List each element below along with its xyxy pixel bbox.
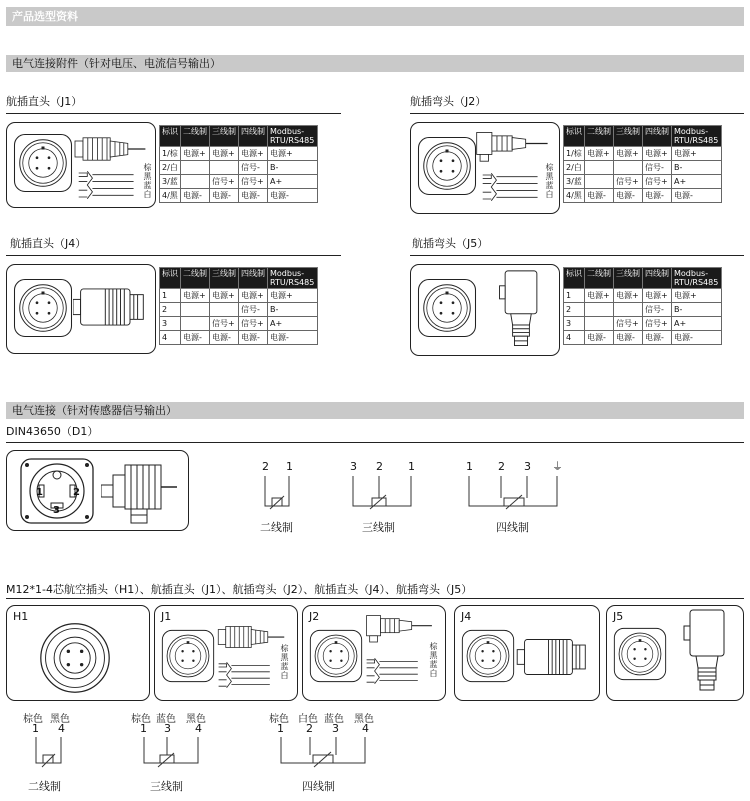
table-cell (210, 161, 239, 175)
table-cell: 电源- (181, 189, 210, 203)
col-header: 三线制 (210, 268, 239, 289)
table-row (160, 147, 318, 161)
j1-pin-table (159, 125, 318, 203)
section-accessories-header (6, 55, 744, 72)
table-cell: B- (672, 303, 722, 317)
table-cell: 3 (564, 317, 585, 331)
table-cell: 2/白 (160, 161, 181, 175)
m12-2wire-pin: 1 (32, 722, 39, 735)
j2-pin-table (563, 125, 722, 203)
m12-2wire-label: 二线制 (28, 780, 61, 793)
m12-3wire-pin: 3 (164, 722, 171, 735)
m12-2wire-schematic (33, 737, 69, 773)
col-header: 三线制 (614, 268, 643, 289)
table-cell: 信号+ (210, 317, 239, 331)
table-row (564, 189, 722, 203)
table-cell: 电源+ (614, 289, 643, 303)
table-row (160, 303, 318, 317)
table-cell: B- (268, 303, 318, 317)
m12-panel-j1 (154, 605, 298, 701)
table-cell: 电源+ (268, 289, 318, 303)
m12-rule (6, 598, 744, 599)
m12-3wire-schematic (141, 737, 205, 773)
j2-plug-illustration (475, 129, 551, 163)
j5-body-illustration (495, 269, 547, 353)
table-cell: 电源- (643, 189, 672, 203)
m12-j1-face (161, 628, 215, 684)
table-cell: 信号- (239, 303, 268, 317)
j4-drawing-panel (6, 264, 156, 354)
table-cell: 电源+ (643, 147, 672, 161)
m12-j4-face (461, 628, 515, 684)
panel-label: J5 (613, 610, 624, 623)
col-header: 三线制 (210, 126, 239, 147)
table-cell: 4 (564, 331, 585, 345)
m12-heading: M12*1-4芯航空插头（H1）、航插直头（J1）、航插弯头（J2）、航插直头（J4）、航插弯头（J5） (6, 583, 473, 596)
table-cell: 电源+ (643, 289, 672, 303)
m12-panel-h1 (6, 605, 150, 701)
table-cell (585, 303, 614, 317)
table-cell: 电源+ (210, 289, 239, 303)
table-header-row (160, 126, 318, 147)
d1-2wire-label: 二线制 (260, 521, 293, 534)
table-cell: 2/白 (564, 161, 585, 175)
m12-4wire-pin: 1 (277, 722, 284, 735)
table-cell: 2 (564, 303, 585, 317)
table-cell: 1 (564, 289, 585, 303)
table-cell: 电源- (585, 331, 614, 345)
table-cell (181, 175, 210, 189)
table-cell: 电源- (614, 331, 643, 345)
m12-j4-body (515, 634, 593, 680)
section-sensor-title: 电气连接（针对传感器信号输出） (12, 404, 177, 417)
m12-j1-leads (217, 658, 273, 692)
table-cell: 信号+ (239, 175, 268, 189)
col-header: 四线制 (643, 126, 672, 147)
din-plug-illustration (101, 461, 181, 527)
page-title: 产品选型资料 (12, 10, 78, 23)
table-row (160, 331, 318, 345)
table-cell: 电源- (268, 189, 318, 203)
table-cell: 电源- (210, 189, 239, 203)
table-cell: 信号+ (210, 175, 239, 189)
d1-3wire-label: 三线制 (362, 521, 395, 534)
table-cell: 信号- (643, 303, 672, 317)
table-cell: B- (672, 161, 722, 175)
table-cell (181, 161, 210, 175)
m12-2wire-pin: 4 (58, 722, 65, 735)
j4-body-illustration (73, 283, 149, 331)
table-cell: 电源+ (585, 147, 614, 161)
table-cell (210, 303, 239, 317)
din-pin-label: 3 (53, 505, 60, 516)
j5-drawing-panel (410, 264, 560, 356)
m12-j5-body (681, 608, 733, 698)
m12-4wire-pin: 4 (362, 722, 369, 735)
m12-j2-plug (365, 612, 435, 644)
d1-4wire-pin: 2 (498, 460, 505, 473)
d1-2wire-pin: 2 (262, 460, 269, 473)
col-header: Modbus-RTU/RS485 (672, 268, 722, 289)
m12-4wire-schematic (278, 737, 372, 773)
m12-3wire-pin: 1 (140, 722, 147, 735)
table-row (160, 175, 318, 189)
m12-2wire-color: 棕色 (23, 714, 43, 725)
d1-4wire-pin: 1 (466, 460, 473, 473)
table-cell: 电源+ (268, 147, 318, 161)
ground-icon: ⏚ (552, 460, 563, 473)
page-header-banner (6, 7, 744, 26)
m12-3wire-pin: 4 (195, 722, 202, 735)
j2-drawing-panel (410, 122, 560, 214)
table-cell: 3/蓝 (160, 175, 181, 189)
j1-connector-face (13, 132, 73, 194)
table-cell: 电源+ (672, 147, 722, 161)
din-rule (6, 442, 744, 443)
j2-wire-leads (481, 169, 541, 205)
m12-4wire-color: 黑色 (354, 714, 374, 725)
section-sensor-header (6, 402, 744, 419)
table-cell (614, 161, 643, 175)
d1-4wire-schematic (466, 476, 566, 516)
table-cell: 电源- (643, 331, 672, 345)
m12-3wire-label: 三线制 (150, 780, 183, 793)
table-cell: 信号+ (643, 175, 672, 189)
panel-label: H1 (13, 610, 29, 623)
col-header: 二线制 (181, 268, 210, 289)
table-cell: 电源+ (614, 147, 643, 161)
table-cell: 信号+ (614, 175, 643, 189)
m12-4wire-pin: 3 (332, 722, 339, 735)
col-header: 标识 (564, 126, 585, 147)
m12-4wire-color: 白色 (298, 714, 318, 725)
table-cell: 电源- (239, 331, 268, 345)
m12-3wire-color: 棕色 (131, 714, 151, 725)
table-cell: B- (268, 161, 318, 175)
table-cell: 电源+ (239, 147, 268, 161)
table-cell: 电源+ (672, 289, 722, 303)
table-cell: 电源- (268, 331, 318, 345)
m12-panel-j2 (302, 605, 446, 701)
h1-connector-face (37, 620, 113, 696)
col-header: 标识 (160, 268, 181, 289)
d1-3wire-pin: 3 (350, 460, 357, 473)
table-header-row (564, 126, 722, 147)
table-cell: 电源- (239, 189, 268, 203)
table-cell: 电源- (181, 331, 210, 345)
table-cell: 电源+ (239, 289, 268, 303)
m12-j1-cable-colors: 棕黑蓝白 (280, 644, 289, 680)
table-cell: 电源- (210, 331, 239, 345)
d1-3wire-schematic (350, 476, 420, 516)
table-cell: 信号+ (614, 317, 643, 331)
table-row (160, 317, 318, 331)
din-drawing-panel (6, 450, 189, 531)
table-cell: 电源- (614, 189, 643, 203)
table-row (564, 331, 722, 345)
table-cell: 2 (160, 303, 181, 317)
j2-rule (410, 113, 744, 114)
m12-j2-cable-colors: 棕黑蓝白 (429, 642, 438, 678)
col-header: 标识 (564, 268, 585, 289)
table-row (564, 317, 722, 331)
table-cell: 电源- (672, 189, 722, 203)
table-cell: 1/棕 (564, 147, 585, 161)
j2-heading: 航插弯头（J2） (410, 95, 487, 108)
table-cell: 信号+ (239, 317, 268, 331)
d1-4wire-label: 四线制 (496, 521, 529, 534)
col-header: Modbus-RTU/RS485 (268, 268, 318, 289)
col-header: 二线制 (181, 126, 210, 147)
table-row (564, 303, 722, 317)
table-cell: 信号- (239, 161, 268, 175)
j4-pin-table (159, 267, 318, 345)
m12-3wire-color: 蓝色 (156, 714, 176, 725)
table-cell (614, 303, 643, 317)
col-header: 四线制 (239, 126, 268, 147)
table-cell: A+ (268, 175, 318, 189)
m12-2wire-color: 黑色 (50, 714, 70, 725)
table-cell (585, 317, 614, 331)
panel-label: J2 (309, 610, 320, 623)
table-cell: 电源+ (210, 147, 239, 161)
j1-rule (6, 113, 341, 114)
table-row (160, 189, 318, 203)
table-cell: 电源- (672, 331, 722, 345)
table-cell: 信号+ (643, 317, 672, 331)
j4-heading: 航插直头（J4） (10, 237, 87, 250)
j2-cable-colors: 棕黑蓝白 (545, 163, 554, 199)
table-row (564, 161, 722, 175)
m12-panel-j4 (454, 605, 600, 701)
table-row (160, 289, 318, 303)
table-cell: 电源- (585, 189, 614, 203)
table-cell: 电源+ (181, 147, 210, 161)
col-header: 三线制 (614, 126, 643, 147)
table-cell (181, 317, 210, 331)
j4-connector-face (13, 277, 73, 339)
d1-3wire-pin: 2 (376, 460, 383, 473)
j1-cable-colors: 棕黑蓝白 (143, 163, 152, 199)
j1-wire-leads (77, 167, 137, 203)
j5-heading: 航插弯头（J5） (412, 237, 489, 250)
col-header: 四线制 (239, 268, 268, 289)
table-cell: 1 (160, 289, 181, 303)
table-cell: 信号- (643, 161, 672, 175)
table-cell: 电源+ (181, 289, 210, 303)
j2-connector-face (417, 135, 477, 197)
table-cell: 3/蓝 (564, 175, 585, 189)
table-cell: A+ (672, 317, 722, 331)
m12-3wire-color: 黑色 (186, 714, 206, 725)
j1-drawing-panel (6, 122, 156, 208)
m12-j1-plug (217, 622, 287, 652)
din-heading: DIN43650（D1） (6, 425, 99, 438)
col-header: 二线制 (585, 268, 614, 289)
table-row (564, 147, 722, 161)
m12-j2-face (309, 628, 363, 684)
col-header: Modbus-RTU/RS485 (672, 126, 722, 147)
table-cell: 4 (160, 331, 181, 345)
table-header-row (564, 268, 722, 289)
j5-pin-table (563, 267, 722, 345)
table-row (160, 161, 318, 175)
j1-plug-illustration (73, 133, 149, 165)
table-row (564, 175, 722, 189)
table-row (564, 289, 722, 303)
table-cell (181, 303, 210, 317)
table-cell: A+ (672, 175, 722, 189)
table-cell: 3 (160, 317, 181, 331)
section-accessories-title: 电气连接附件（针对电压、电流信号输出） (12, 57, 221, 70)
m12-4wire-color: 蓝色 (324, 714, 344, 725)
d1-2wire-pin: 1 (286, 460, 293, 473)
j4-rule (6, 255, 341, 256)
m12-j2-leads (365, 654, 421, 688)
m12-4wire-pin: 2 (306, 722, 313, 735)
col-header: 四线制 (643, 268, 672, 289)
col-header: 二线制 (585, 126, 614, 147)
col-header: Modbus-RTU/RS485 (268, 126, 318, 147)
table-cell: 4/黑 (160, 189, 181, 203)
table-cell (585, 161, 614, 175)
table-cell: 电源+ (585, 289, 614, 303)
panel-label: J1 (161, 610, 172, 623)
din-pin-label: 2 (73, 487, 80, 498)
table-cell: A+ (268, 317, 318, 331)
j1-heading: 航插直头（J1） (6, 95, 83, 108)
d1-3wire-pin: 1 (408, 460, 415, 473)
m12-4wire-color: 棕色 (269, 714, 289, 725)
d1-2wire-schematic (262, 476, 298, 516)
m12-panel-j5 (606, 605, 744, 701)
table-cell: 1/棕 (160, 147, 181, 161)
j5-connector-face (417, 277, 477, 339)
m12-j5-face (613, 626, 667, 682)
table-cell (585, 175, 614, 189)
table-cell: 4/黑 (564, 189, 585, 203)
table-header-row (160, 268, 318, 289)
j5-rule (410, 255, 744, 256)
d1-4wire-pin: 3 (524, 460, 531, 473)
panel-label: J4 (461, 610, 472, 623)
m12-4wire-label: 四线制 (302, 780, 335, 793)
din-pin-label: 1 (36, 487, 43, 498)
col-header: 标识 (160, 126, 181, 147)
